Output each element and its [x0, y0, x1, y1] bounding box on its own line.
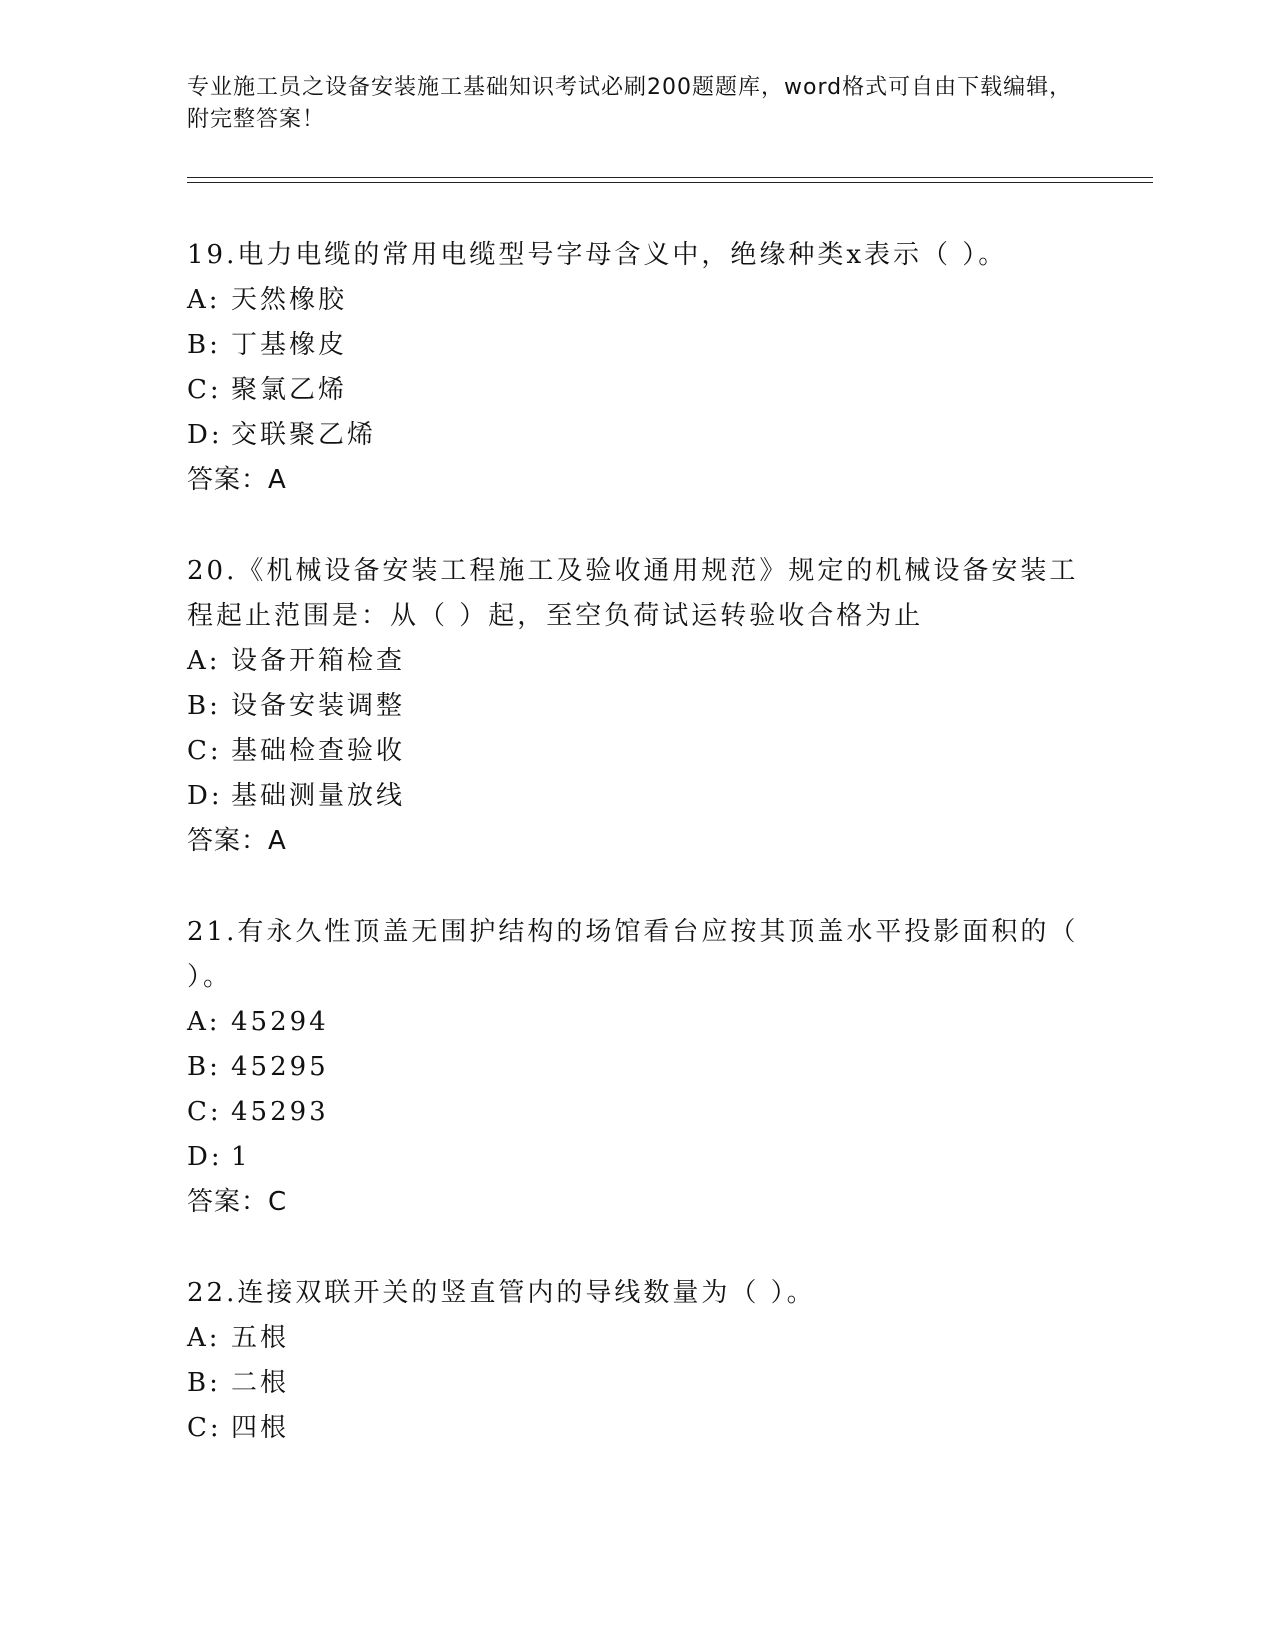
option-letter: C: — [187, 1097, 222, 1127]
option-b — [187, 1045, 1087, 1090]
option-text: 1 — [231, 1142, 251, 1172]
option-c — [187, 368, 1087, 413]
option-text: 二根 — [231, 1368, 290, 1398]
option-b — [187, 684, 1087, 729]
option-text: 四根 — [231, 1413, 290, 1443]
option-text: 基础检查验收 — [231, 736, 406, 766]
option-letter: C: — [187, 1413, 222, 1443]
answer-text: 答案：A — [187, 465, 287, 495]
option-letter: D: — [187, 420, 223, 450]
option-b — [187, 1361, 1087, 1406]
option-text: 丁基橡皮 — [231, 330, 348, 360]
answer-text: 答案：C — [187, 1187, 288, 1217]
question-stem: 20.《机械设备安装工程施工及验收通用规范》规定的机械设备安装工程起止范围是：从（ ）起，至空负荷试运转验收合格为止 — [187, 556, 1079, 631]
option-d — [187, 413, 1087, 458]
question-22 — [187, 1271, 1087, 1451]
option-d — [187, 774, 1087, 819]
question-list — [187, 233, 1087, 1497]
option-a — [187, 1000, 1087, 1045]
option-c — [187, 1090, 1087, 1135]
option-letter: A: — [187, 646, 221, 676]
option-a — [187, 1316, 1087, 1361]
answer-text: 答案：A — [187, 826, 287, 856]
option-a — [187, 639, 1087, 684]
option-text: 设备安装调整 — [231, 691, 406, 721]
option-text: 设备开箱检查 — [231, 646, 406, 676]
option-text: 五根 — [231, 1323, 290, 1353]
document-header-title: 专业施工员之设备安装施工基础知识考试必刷200题题库，word格式可自由下载编辑，附完整答案！ — [187, 75, 1073, 132]
question-stem: 19.电力电缆的常用电缆型号字母含义中，绝缘种类x表示（ ）。 — [187, 240, 1008, 270]
option-letter: B: — [187, 1368, 221, 1398]
option-text: 45295 — [231, 1052, 329, 1082]
option-letter: B: — [187, 330, 221, 360]
option-letter: C: — [187, 736, 222, 766]
header-divider-bottom — [187, 182, 1153, 183]
option-letter: C: — [187, 375, 222, 405]
option-letter: D: — [187, 1142, 223, 1172]
option-c — [187, 1406, 1087, 1451]
option-letter: B: — [187, 1052, 221, 1082]
option-a — [187, 278, 1087, 323]
option-text: 天然橡胶 — [231, 285, 348, 315]
question-19 — [187, 233, 1087, 503]
header-divider-top — [187, 177, 1153, 178]
option-text: 聚氯乙烯 — [231, 375, 348, 405]
option-letter: A: — [187, 1007, 221, 1037]
question-20 — [187, 549, 1087, 864]
question-21 — [187, 910, 1087, 1225]
option-letter: A: — [187, 1323, 221, 1353]
question-stem: 21.有永久性顶盖无围护结构的场馆看台应按其顶盖水平投影面积的（ ）。 — [187, 917, 1079, 992]
option-letter: D: — [187, 781, 223, 811]
option-text: 交联聚乙烯 — [231, 420, 377, 450]
option-text: 45294 — [231, 1007, 329, 1037]
option-c — [187, 729, 1087, 774]
option-letter: B: — [187, 691, 221, 721]
option-letter: A: — [187, 285, 221, 315]
option-d — [187, 1135, 1087, 1180]
question-stem: 22.连接双联开关的竖直管内的导线数量为（ ）。 — [187, 1278, 816, 1308]
option-text: 基础测量放线 — [231, 781, 406, 811]
option-b — [187, 323, 1087, 368]
option-text: 45293 — [231, 1097, 329, 1127]
